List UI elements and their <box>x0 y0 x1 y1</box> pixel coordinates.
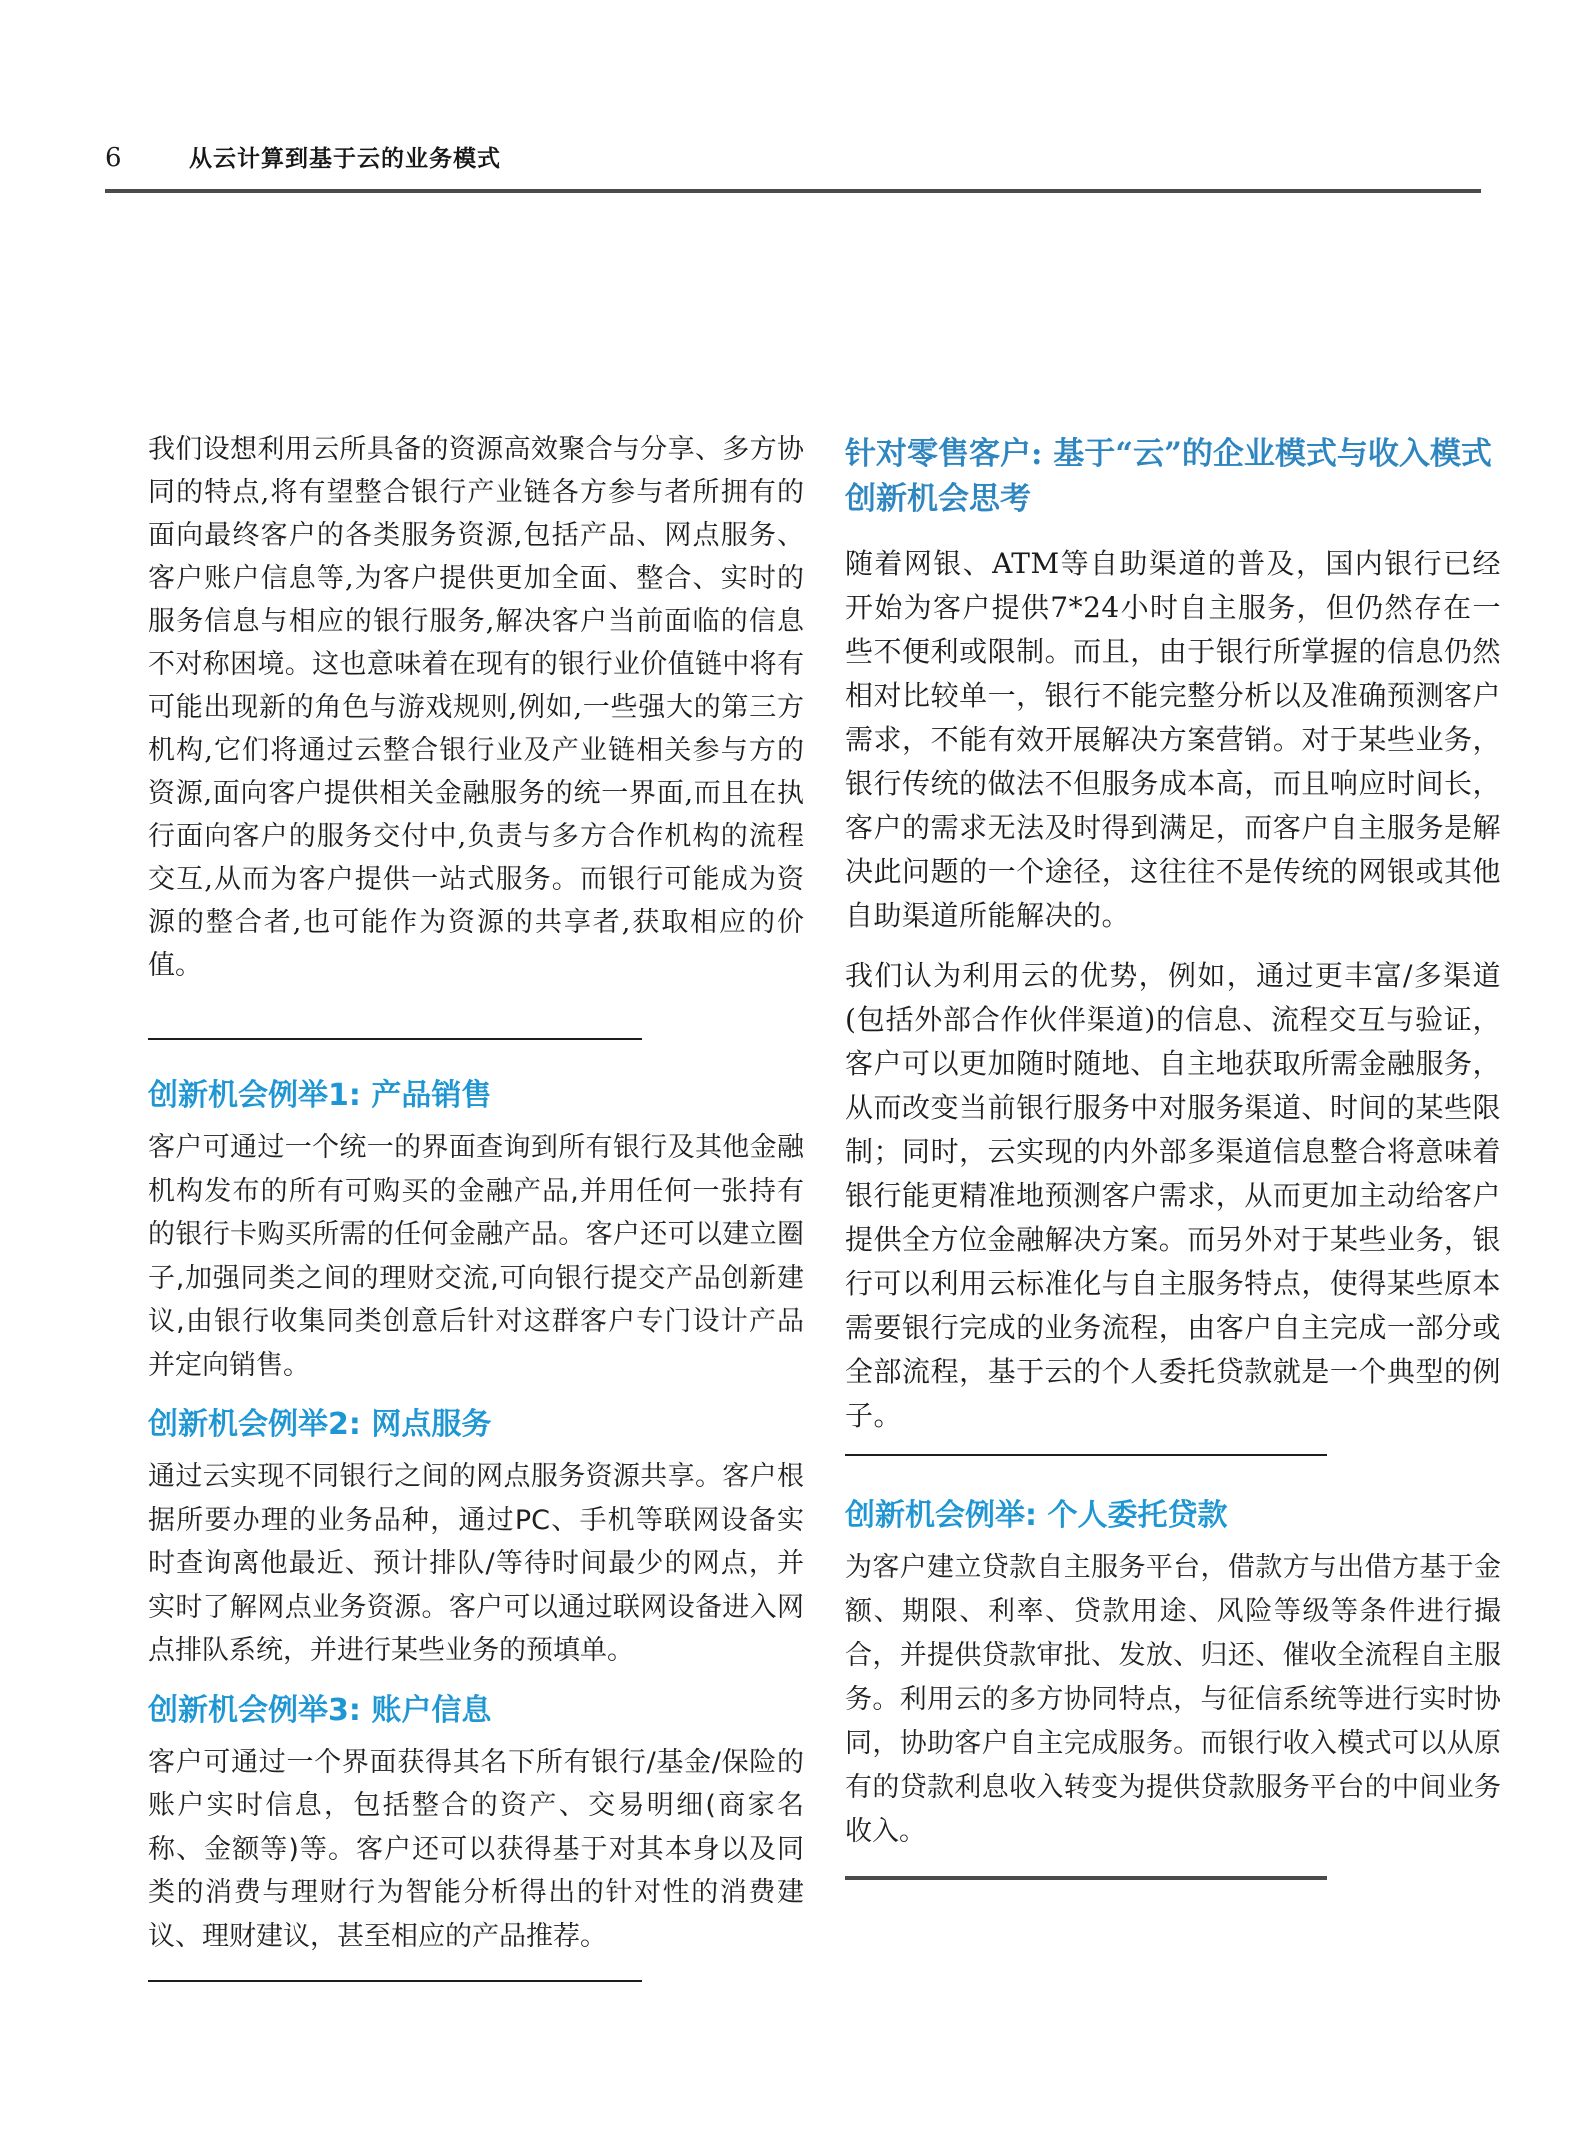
section-body-1: 客户可通过一个统一的界面查询到所有银行及其他金融机构发布的所有可购买的金融产品,并用任何一张持有的银行卡购买所需的任何金融产品。客户还可以建立圈子,加强同类之间的理财交流,可向银行提交产品创新建议,由银行收集同类创意后针对这群客户专门设计产品并定向销售。 <box>148 1132 804 1381</box>
article-heading: 针对零售客户: 基于“云”的企业模式与收入模式创新机会思考 <box>845 436 1492 517</box>
section-heading-1: 创新机会例举1: 产品销售 <box>148 1078 492 1113</box>
section-divider <box>148 1980 642 1982</box>
section-divider <box>148 1038 642 1040</box>
header-title: 从云计算到基于云的业务模式 <box>189 145 501 172</box>
page-header <box>105 140 1481 193</box>
bottom-rule <box>845 1876 1327 1880</box>
section-heading-2: 创新机会例举2: 网点服务 <box>148 1407 492 1442</box>
article-paragraph-2: 我们认为利用云的优势，例如，通过更丰富/多渠道(包括外部合作伙伴渠道)的信息、流程交互与验证，客户可以更加随时随地、自主地获取所需金融服务，从而改变当前银行服务中对服务渠道、时间的某些限制；同时，云实现的内外部多渠道信息整合将意味着银行能更精准地预测客户需求，从而更加主动给客户提供全方位金融解决方案。而另外对于某些业务，银行可以利用云标准化与自主服务特点，使得某些原本需要银行完成的业务流程，由客户自主完成一部分或全部流程，基于云的个人委托贷款就是一个典型的例子。 <box>845 959 1501 1432</box>
case-section-heading: 创新机会例举: 个人委托贷款 <box>845 1498 1228 1533</box>
section-heading-3: 创新机会例举3: 账户信息 <box>148 1692 492 1728</box>
intro-paragraph: 我们设想利用云所具备的资源高效聚合与分享、多方协同的特点,将有望整合银行产业链各方参与者所拥有的面向最终客户的各类服务资源,包括产品、网点服务、客户账户信息等,为客户提供更加全面、整合、实时的服务信息与相应的银行服务,解决客户当前面临的信息不对称困境。这也意味着在现有的银行业价值链中将有可能出现新的角色与游戏规则,例如,一些强大的第三方机构,它们将通过云整合银行业及产业链相关参与方的资源,面向客户提供相关金融服务的统一界面,而且在执行面向客户的服务交付中,负责与多方合作机构的流程交互,从而为客户提供一站式服务。而银行可能成为资源的整合者,也可能作为资源的共享者,获取相应的价值。 <box>148 434 804 981</box>
left-column <box>148 428 804 1982</box>
section-divider <box>845 1454 1327 1456</box>
article-paragraph-1: 随着网银、ATM等自助渠道的普及，国内银行已经开始为客户提供7*24小时自主服务，但仍然存在一些不便利或限制。而且，由于银行所掌握的信息仍然相对比较单一，银行不能完整分析以及准确预测客户需求，不能有效开展解决方案营销。对于某些业务，银行传统的做法不但服务成本高，而且响应时间长，客户的需求无法及时得到满足，而客户自主服务是解决此问题的一个途径，这往往不是传统的网银或其他自助渠道所能解决的。 <box>845 547 1501 932</box>
case-section-body: 为客户建立贷款自主服务平台，借款方与出借方基于金额、期限、利率、贷款用途、风险等级等条件进行撮合，并提供贷款审批、发放、归还、催收全流程自主服务。利用云的多方协同特点，与征信系统等进行实时协同，协助客户自主完成服务。而银行收入模式可以从原有的贷款利息收入转变为提供贷款服务平台的中间业务收入。 <box>845 1552 1501 1847</box>
section-body-3: 客户可通过一个界面获得其名下所有银行/基金/保险的账户实时信息，包括整合的资产、交易明细(商家名称、金额等)等。客户还可以获得基于对其本身以及同类的消费与理财行为智能分析得出的针对性的消费建议、理财建议，甚至相应的产品推荐。 <box>148 1746 804 1952</box>
right-column <box>845 432 1501 1880</box>
header-rule <box>105 189 1481 193</box>
page-number: 6 <box>105 143 122 173</box>
section-body-2: 通过云实现不同银行之间的网点服务资源共享。客户根据所要办理的业务品种，通过PC、手机等联网设备实时查询离他最近、预计排队/等待时间最少的网点，并实时了解网点业务资源。客户可以通过联网设备进入网点排队系统，并进行某些业务的预填单。 <box>148 1461 804 1666</box>
